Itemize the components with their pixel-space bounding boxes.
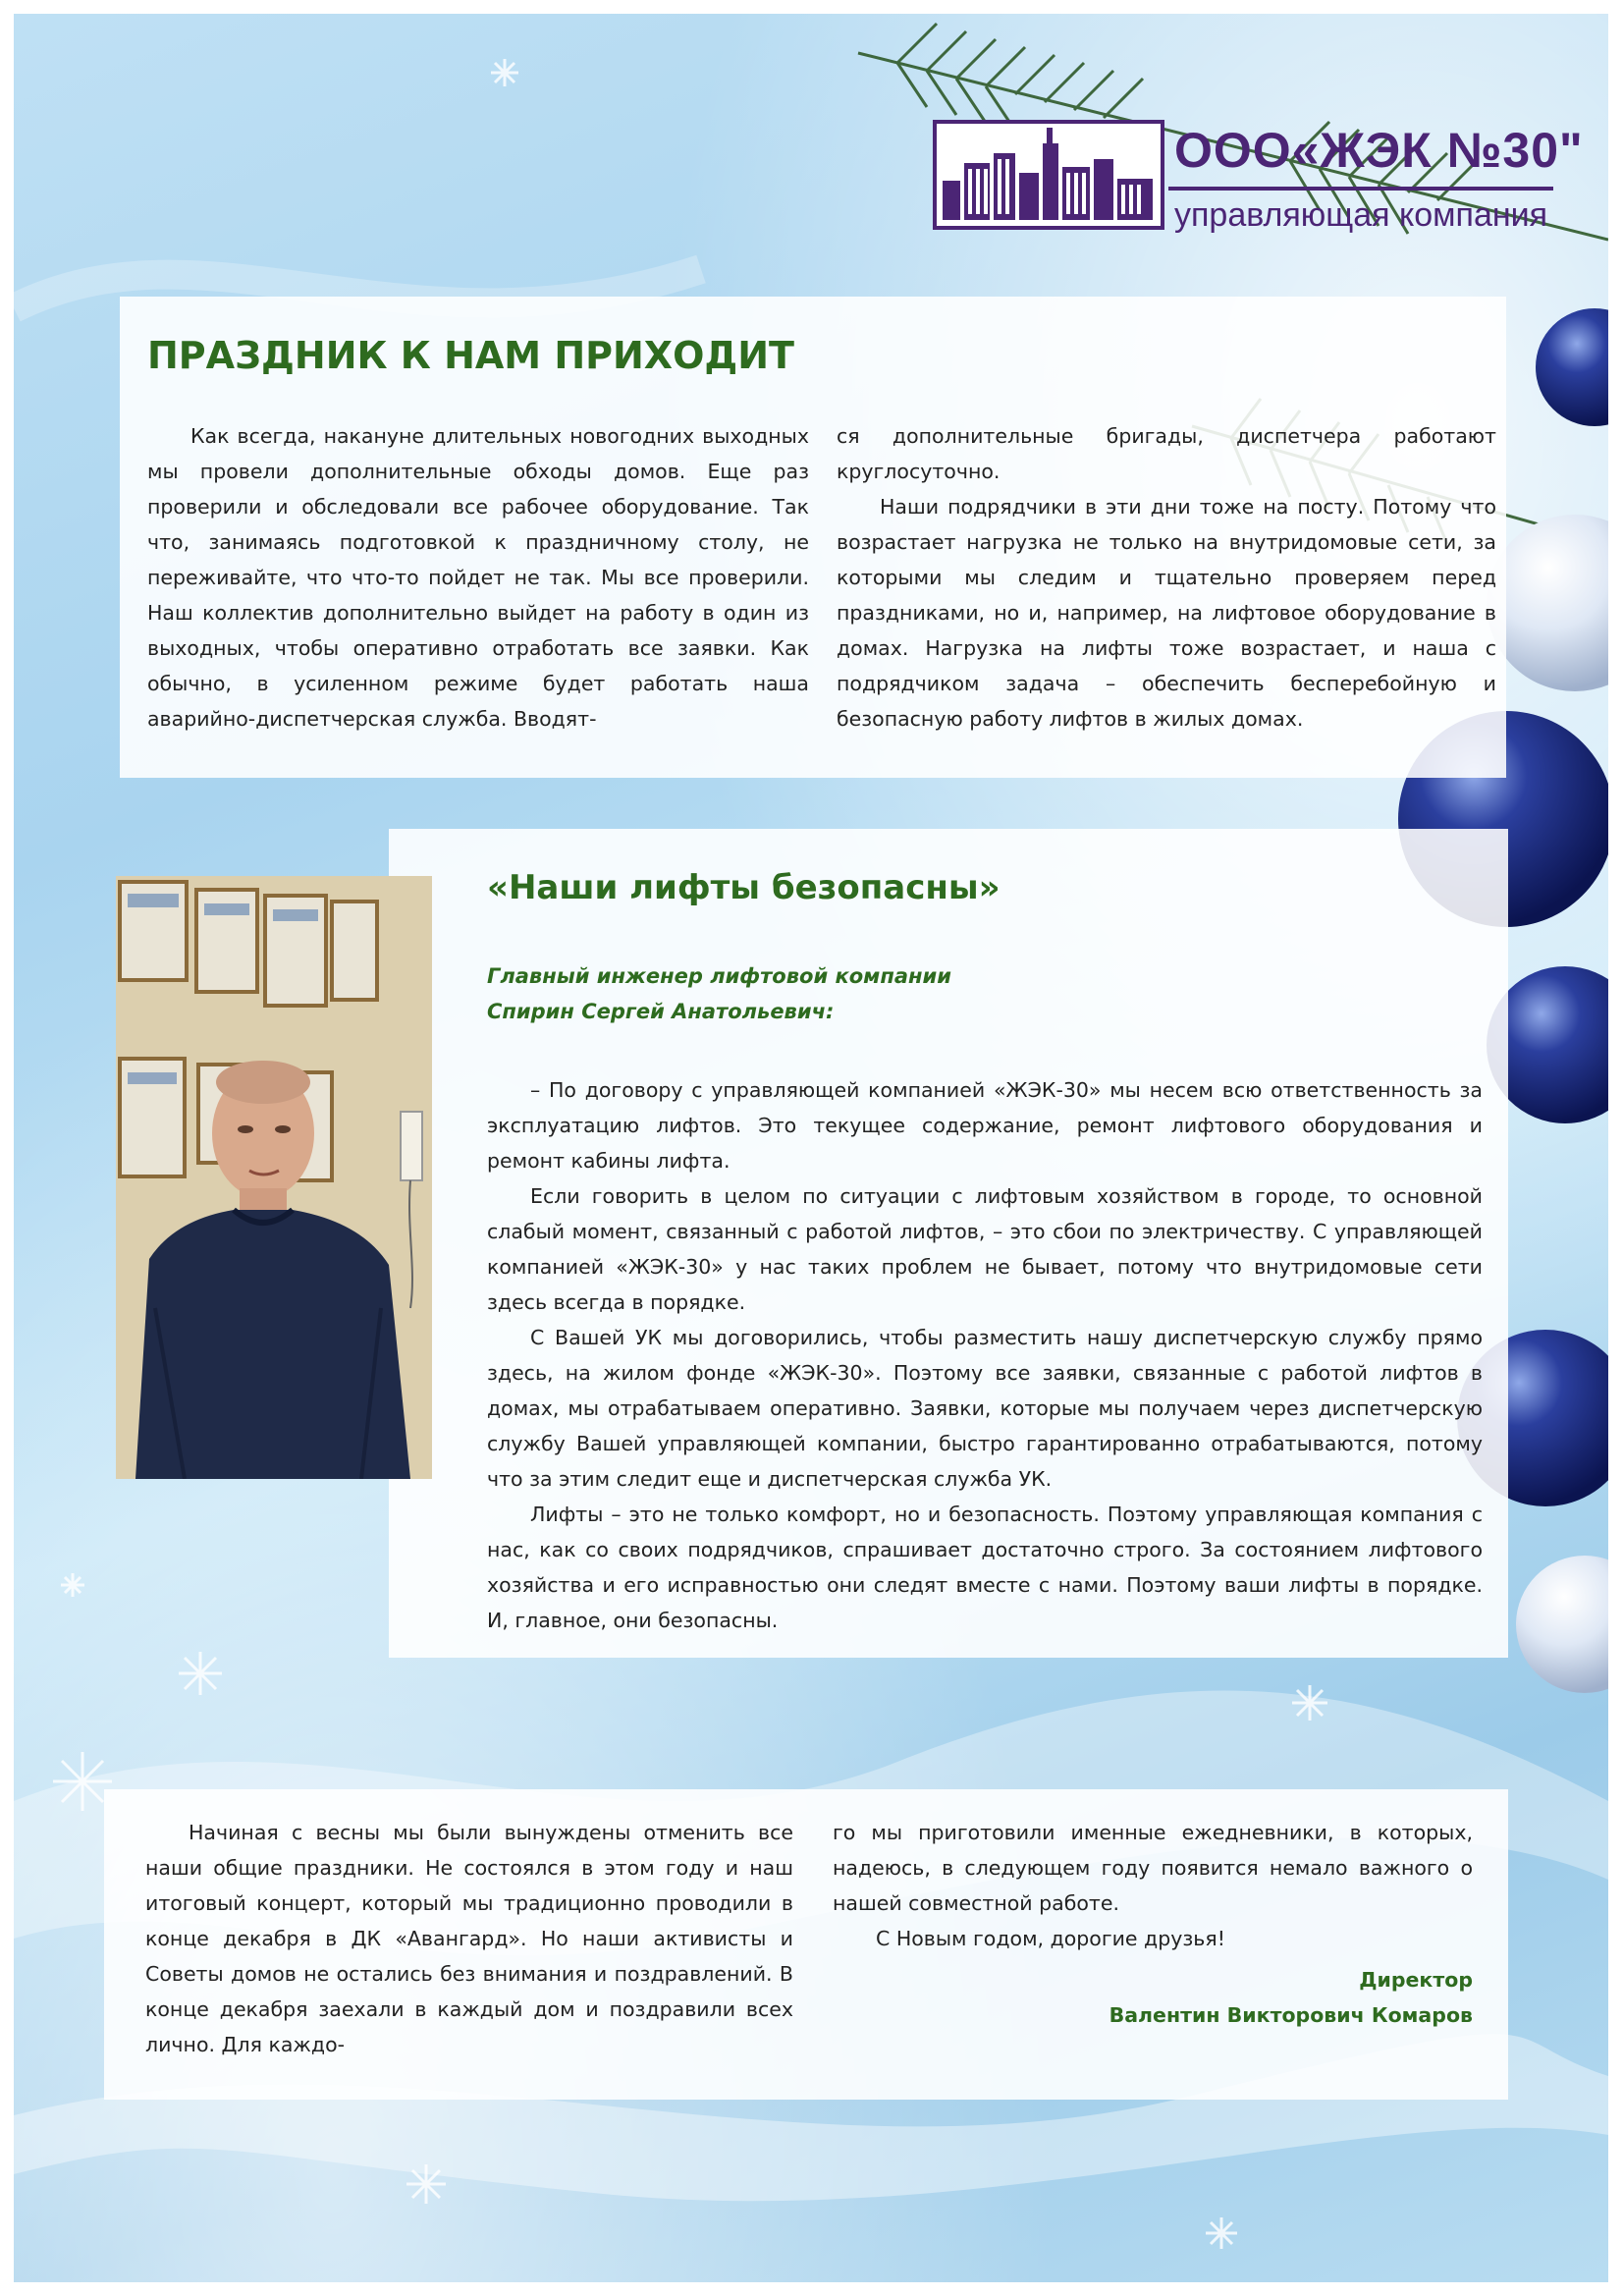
article-lifts-body — [487, 1072, 1483, 1638]
paragraph: Лифты – это не только комфорт, но и безопасность. Поэтому управляющая компания с нас, как со своих подрядчиков, спрашивает достаточно строго. За состоянием лифтового хозяйства и его исправностью они следят вместе с нами. Поэтому ваши лифты в порядке. И, главное, они безопасны. — [487, 1503, 1483, 1632]
article-holiday-column-1 — [147, 418, 809, 737]
interviewee-position: Главный инженер лифтовой компании — [487, 964, 951, 988]
logo-divider — [1168, 187, 1553, 191]
article-greeting-panel — [104, 1789, 1508, 2100]
city-skyline-icon — [937, 124, 1161, 226]
article-holiday-panel — [120, 297, 1506, 778]
paragraph: С Новым годом, дорогие друзья! — [876, 1927, 1225, 1950]
paragraph: го мы приготовили именные ежедневники, в которых, надеюсь, в следующем году появится немало важного о нашей совместной работе. — [833, 1821, 1473, 1915]
article-greeting-column-2 — [833, 1815, 1473, 2056]
engineer-portrait-image — [116, 876, 432, 1479]
ornament-ball — [1536, 308, 1608, 426]
company-logo — [933, 120, 1164, 230]
article-greeting-column-1 — [145, 1815, 793, 2062]
article-holiday-column-2 — [837, 418, 1496, 737]
paragraph: Начиная с весны мы были вынуждены отменить все наши общие праздники. Не состоялся в этом году и наш итоговый концерт, который мы традиционно проводили в конце декабря в ДК «Авангард». Но наши активисты и Советы домов не остались без внимания и поздравлений. В конце декабря заехали в каждый дом и поздравили всех лично. Для каждо- — [145, 1821, 793, 2056]
company-subtitle: управляющая компания — [1174, 196, 1548, 234]
paragraph: С Вашей УК мы договорились, чтобы разместить нашу диспетчерскую службу прямо здесь, на жилом фонде «ЖЭК-30». Поэтому все заявки, связанные с работой лифтов в домах, мы отрабатываем оперативно. Заявки, которые мы получаем через диспетчерскую службу Вашей управляющей компании, быстро гарантированно отрабатываются, потому что за этим следит еще и диспетчерская служба УК. — [487, 1326, 1483, 1491]
article-lifts-title: «Наши лифты безопасны» — [487, 868, 1001, 907]
engineer-photo — [116, 876, 432, 1479]
signature-role: Директор — [1359, 1968, 1473, 1992]
newsletter-page — [14, 14, 1608, 2282]
article-lifts-panel — [389, 829, 1508, 1658]
paragraph: Если говорить в целом по ситуации с лифтовым хозяйством в городе, то основной слабый момент, связанный с работой лифтов, – это сбои по электричеству. С управляющей компанией «ЖЭК-30» у нас таких проблем не бывает, потому что внутридомовые сети здесь всегда в порядке. — [487, 1184, 1483, 1314]
paragraph: – По договору с управляющей компанией «ЖЭК-30» мы несем всю ответственность за эксплуатацию лифтов. Это текущее содержание, ремонт лифтового оборудования и ремонт кабины лифта. — [487, 1078, 1483, 1173]
paragraph: ся дополнительные бригады, диспетчера работают круглосуточно. — [837, 424, 1496, 483]
ornament-ball — [1516, 1556, 1608, 1693]
company-name: ООО«ЖЭК №30" — [1174, 123, 1584, 178]
article-holiday-title: ПРАЗДНИК К НАМ ПРИХОДИТ — [147, 334, 794, 377]
signature-name: Валентин Викторович Комаров — [1109, 2003, 1473, 2027]
paragraph: Как всегда, накануне длительных новогодних выходных мы провели дополнительные обходы домов. Еще раз проверили и обследовали все рабочее оборудование. Так что, занимаясь подготовкой к праздничному столу, не переживайте, что что-то пойдет не так. Мы все проверили. Наш коллектив дополнительно выйдет на работу в один из выходных, чтобы оперативно отработать все заявки. Как обычно, в усиленном режиме будет работать наша аварийно-диспетчерская служба. Вводят- — [147, 424, 809, 731]
paragraph: Наши подрядчики в эти дни тоже на посту. Потому что возрастает нагрузка не только на внутридомовые сети, за которыми мы следим и тщательно проверяем перед праздниками, но и, например, на лифтовое оборудование в домах. Нагрузка на лифты тоже возрастает, и наша с подрядчиком задача – обеспечить бесперебойную и безопасную работу лифтов в жилых домах. — [837, 495, 1496, 731]
interviewee-name: Спирин Сергей Анатольевич: — [487, 1000, 835, 1023]
